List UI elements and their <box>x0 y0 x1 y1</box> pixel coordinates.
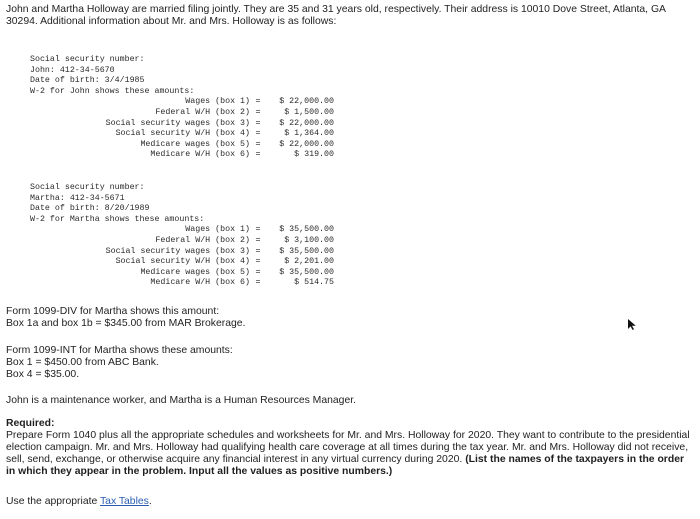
martha-w2-amount: $ 2,201.00 <box>284 257 334 267</box>
john-w2-row <box>30 150 334 161</box>
tax-tables-line <box>6 496 696 508</box>
martha-w2-row <box>30 257 334 268</box>
john-dob: Date of birth: 3/4/1985 <box>30 76 145 86</box>
john-ssn: John: 412-34-5670 <box>30 65 115 75</box>
john-w2-amount: $ 22,000.00 <box>279 97 334 107</box>
mouse-pointer-icon <box>626 318 638 330</box>
john-w2-row <box>30 140 334 151</box>
john-info-block <box>30 55 334 161</box>
john-w2-heading: W-2 for John shows these amounts: <box>30 86 195 96</box>
john-w2-row <box>30 97 334 108</box>
john-w2-row <box>30 108 334 119</box>
div-line-1: Form 1099-DIV for Martha shows this amount: <box>6 306 220 317</box>
martha-w2-amount: $ 35,500.00 <box>279 225 334 235</box>
john-w2-amount: $ 1,500.00 <box>284 107 334 117</box>
john-w2-row <box>30 119 334 130</box>
martha-ssn-heading: Social security number: <box>30 183 145 192</box>
martha-w2-row <box>30 247 334 258</box>
equals-sign: = <box>255 129 261 139</box>
equals-sign: = <box>255 118 261 128</box>
john-w2-amount: $ 22,000.00 <box>279 118 334 128</box>
equals-sign: = <box>255 246 261 256</box>
john-ssn-heading: Social security number: <box>30 55 145 64</box>
equals-sign: = <box>255 278 261 288</box>
john-w2-amount: $ 22,000.00 <box>279 139 334 149</box>
martha-w2-amount: $ 35,500.00 <box>279 246 334 256</box>
martha-info-block <box>30 183 334 289</box>
int-line-1: Form 1099-INT for Martha shows these amounts: <box>6 345 233 356</box>
john-w2-label: Medicare wages (box 5) <box>140 139 250 149</box>
martha-w2-label: Social security wages (box 3) <box>105 246 250 256</box>
equals-sign: = <box>255 150 261 160</box>
martha-w2-amount: $ 35,500.00 <box>279 267 334 277</box>
john-w2-label: Wages (box 1) <box>185 97 250 107</box>
required-section <box>6 418 696 478</box>
equals-sign: = <box>255 257 261 267</box>
tax-tables-link[interactable]: Tax Tables <box>99 496 149 507</box>
martha-w2-row <box>30 236 334 247</box>
equals-sign: = <box>255 97 261 107</box>
martha-w2-label: Wages (box 1) <box>185 225 250 235</box>
martha-w2-label: Federal W/H (box 2) <box>155 235 250 245</box>
john-w2-label: Social security W/H (box 4) <box>115 129 250 139</box>
martha-w2-table <box>30 225 334 289</box>
equals-sign: = <box>255 107 261 117</box>
occupation-text: John is a maintenance worker, and Martha is a Human Resources Manager. <box>6 395 356 406</box>
required-note: (List the names of the taxpayers in the order in which they appear in the problem. Input all the values as positive numbers.) <box>6 454 685 477</box>
required-body: Prepare Form 1040 plus all the appropriate schedules and worksheets for Mr. and Mrs. Holloway for 2020. They want to contribute to the presidential election campaign. Mr. and Mrs. Holloway had qualifying health care coverage at all times during the tax year. Mr. and Mrs. Holloway did not receive, sell, send, exchange, or otherwise acquire any financial interest in any virtual currency during 2020. <box>6 430 690 465</box>
martha-dob: Date of birth: 8/20/1989 <box>30 204 150 214</box>
martha-w2-label: Medicare W/H (box 6) <box>150 278 250 288</box>
form-1099-int-section <box>6 345 696 381</box>
john-w2-amount: $ 319.00 <box>294 150 334 160</box>
john-w2-table <box>30 97 334 161</box>
int-line-2: Box 1 = $450.00 from ABC Bank. <box>6 357 159 368</box>
equals-sign: = <box>255 225 261 235</box>
intro-paragraph: John and Martha Holloway are married filing jointly. They are 35 and 31 years old, respectively. Their address is 10010 Dove Street, Atlanta, GA 30294. Additional information about Mr. and Mrs. Holloway is as follows: <box>6 4 666 27</box>
john-w2-label: Medicare W/H (box 6) <box>150 150 250 160</box>
required-heading: Required: <box>6 418 55 429</box>
martha-w2-amount: $ 3,100.00 <box>284 235 334 245</box>
martha-w2-heading: W-2 for Martha shows these amounts: <box>30 214 205 224</box>
equals-sign: = <box>255 139 261 149</box>
martha-ssn: Martha: 412-34-5671 <box>30 193 125 203</box>
tax-tables-suffix: . <box>148 496 152 507</box>
john-w2-label: Federal W/H (box 2) <box>155 107 250 117</box>
john-w2-amount: $ 1,364.00 <box>284 129 334 139</box>
martha-w2-amount: $ 514.75 <box>294 278 334 288</box>
equals-sign: = <box>255 267 261 277</box>
div-line-2: Box 1a and box 1b = $345.00 from MAR Brokerage. <box>6 318 246 329</box>
john-w2-label: Social security wages (box 3) <box>105 118 250 128</box>
martha-w2-row <box>30 225 334 236</box>
martha-w2-row <box>30 278 334 289</box>
martha-w2-row <box>30 268 334 279</box>
martha-w2-label: Social security W/H (box 4) <box>115 257 250 267</box>
form-1099-div-section <box>6 306 696 330</box>
martha-w2-label: Medicare wages (box 5) <box>140 267 250 277</box>
tax-tables-prefix: Use the appropriate <box>6 496 100 507</box>
int-line-3: Box 4 = $35.00. <box>6 369 80 380</box>
equals-sign: = <box>255 235 261 245</box>
john-w2-row <box>30 129 334 140</box>
